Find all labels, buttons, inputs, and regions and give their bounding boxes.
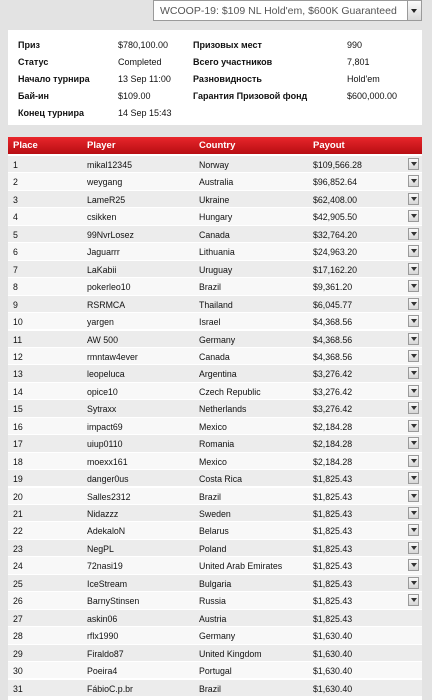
tournament-select[interactable] <box>153 0 422 21</box>
cell-player: impact69 <box>87 421 123 432</box>
info-value-game: Hold'em <box>347 74 380 84</box>
cell-payout: $62,408.00 <box>313 194 358 205</box>
cell-player: pokerleo10 <box>87 282 131 293</box>
cell-country: Brazil <box>199 683 221 694</box>
table-row[interactable] <box>8 331 422 348</box>
cell-player: FábioC.p.br <box>87 683 133 694</box>
info-value-guarantee: $600,000.00 <box>347 91 398 101</box>
info-value-end: 14 Sep 15:43 <box>118 108 172 118</box>
cell-player: NegPL <box>87 543 114 554</box>
table-row[interactable] <box>8 680 422 697</box>
table-row[interactable] <box>8 470 422 487</box>
cell-country: Uruguay <box>199 264 233 275</box>
cell-place: 14 <box>13 386 23 397</box>
cell-payout: $3,276.42 <box>313 369 353 380</box>
cell-country: Austria <box>199 613 227 624</box>
info-value-buyin: $109.00 <box>118 91 151 101</box>
row-dropdown-icon[interactable] <box>408 385 419 397</box>
cell-payout: $1,630.40 <box>313 631 353 642</box>
cell-country: Bulgaria <box>199 578 232 589</box>
cell-player: askin06 <box>87 613 118 624</box>
payout-table <box>8 137 422 700</box>
row-dropdown-icon[interactable] <box>408 158 419 170</box>
cell-place: 21 <box>13 509 23 519</box>
column-header-place[interactable]: Place <box>13 140 38 151</box>
cell-payout: $109,566.28 <box>313 160 362 170</box>
cell-country: United Kingdom <box>199 648 262 659</box>
cell-place: 23 <box>13 543 23 554</box>
table-row[interactable] <box>8 627 422 644</box>
cell-payout: $1,825.43 <box>313 474 353 485</box>
cell-country: Brazil <box>199 491 221 502</box>
table-row[interactable] <box>8 435 422 452</box>
cell-player: Firaldo87 <box>87 648 124 659</box>
cell-place: 11 <box>13 334 23 345</box>
table-header <box>8 137 422 154</box>
table-row[interactable] <box>8 453 422 470</box>
table-row[interactable] <box>8 557 422 574</box>
cell-player: Poeira4 <box>87 666 118 677</box>
cell-country: Costa Rica <box>199 474 243 485</box>
cell-player: Sytraxx <box>87 404 117 415</box>
table-row[interactable] <box>8 575 422 592</box>
cell-place: 2 <box>13 177 18 188</box>
cell-country: Romania <box>199 439 235 450</box>
table-row[interactable] <box>8 296 422 313</box>
cell-payout: $1,825.43 <box>313 509 353 519</box>
table-row[interactable] <box>8 243 422 260</box>
cell-country: Argentina <box>199 369 237 380</box>
cell-player: LameR25 <box>87 194 126 205</box>
info-value-prize: $780,100.00 <box>118 40 169 50</box>
cell-payout: $1,825.43 <box>313 491 353 502</box>
info-label-buyin: Бай-ин <box>18 91 49 101</box>
table-row[interactable] <box>8 208 422 225</box>
cell-country: Brazil <box>199 282 221 293</box>
cell-payout: $42,905.50 <box>313 212 358 223</box>
cell-payout: $1,630.40 <box>313 683 353 694</box>
cell-place: 24 <box>13 561 23 572</box>
cell-payout: $4,368.56 <box>313 334 353 345</box>
cell-country: Canada <box>199 229 230 240</box>
cell-payout: $1,630.40 <box>313 666 353 677</box>
row-dropdown-icon[interactable] <box>408 298 419 310</box>
cell-place: 17 <box>13 439 23 450</box>
cell-player: opice10 <box>87 386 118 397</box>
cell-place: 29 <box>13 648 23 659</box>
cell-country: Portugal <box>199 666 232 677</box>
table-row[interactable] <box>8 383 422 400</box>
table-row[interactable] <box>8 173 422 190</box>
row-dropdown-icon[interactable] <box>408 490 419 502</box>
table-row[interactable] <box>8 522 422 539</box>
cell-player: leopeluca <box>87 369 125 380</box>
row-dropdown-icon[interactable] <box>408 420 419 432</box>
cell-country: Germany <box>199 334 236 345</box>
row-dropdown-icon[interactable] <box>408 228 419 240</box>
info-label-status: Статус <box>18 57 49 67</box>
cell-country: Australia <box>199 177 234 188</box>
tournament-select-value: WCOOP-19: $109 NL Hold'em, $600K Guaranteed <box>160 5 397 17</box>
cell-payout: $1,825.43 <box>313 526 353 537</box>
row-dropdown-icon[interactable] <box>408 542 419 554</box>
table-row[interactable] <box>8 313 422 330</box>
cell-place: 20 <box>13 491 23 502</box>
row-dropdown-icon[interactable] <box>408 559 419 571</box>
column-header-country[interactable]: Country <box>199 140 236 151</box>
cell-player: uiup0110 <box>87 439 123 450</box>
row-dropdown-icon[interactable] <box>408 437 419 449</box>
cell-country: Sweden <box>199 509 231 519</box>
info-value-paid-places: 990 <box>347 40 363 50</box>
table-row[interactable] <box>8 418 422 435</box>
cell-country: Ukraine <box>199 194 230 205</box>
cell-place: 13 <box>13 369 23 380</box>
cell-player: IceStream <box>87 578 128 589</box>
cell-place: 28 <box>13 631 23 642</box>
row-dropdown-icon[interactable] <box>408 193 419 205</box>
cell-payout: $2,184.28 <box>313 456 353 467</box>
cell-player: 99NvrLosez <box>87 229 134 240</box>
cell-payout: $3,276.42 <box>313 386 353 397</box>
info-label-game: Разновидность <box>193 74 262 84</box>
cell-country: Israel <box>199 317 221 328</box>
row-dropdown-icon[interactable] <box>408 175 419 187</box>
row-dropdown-icon[interactable] <box>408 577 419 589</box>
cell-place: 30 <box>13 666 23 677</box>
cell-payout: $1,630.40 <box>313 648 353 659</box>
cell-place: 31 <box>13 683 23 694</box>
row-dropdown-icon[interactable] <box>408 280 419 292</box>
row-dropdown-icon[interactable] <box>408 402 419 414</box>
cell-place: 1 <box>13 160 18 170</box>
row-dropdown-icon[interactable] <box>408 507 419 519</box>
table-row[interactable] <box>8 488 422 505</box>
cell-country: Mexico <box>199 456 227 467</box>
cell-payout: $1,825.43 <box>313 613 353 624</box>
cell-country: Germany <box>199 631 236 642</box>
cell-country: Mexico <box>199 421 227 432</box>
cell-place: 16 <box>13 421 23 432</box>
cell-payout: $4,368.56 <box>313 317 353 328</box>
cell-place: 4 <box>13 212 18 223</box>
cell-player: weygang <box>87 177 123 188</box>
cell-payout: $1,825.43 <box>313 561 353 572</box>
cell-payout: $17,162.20 <box>313 264 358 275</box>
table-row[interactable] <box>8 348 422 365</box>
cell-player: rflx1990 <box>87 631 119 642</box>
info-value-start: 13 Sep 11:00 <box>118 74 171 84</box>
cell-place: 9 <box>13 299 18 310</box>
cell-payout: $1,825.43 <box>313 543 353 554</box>
cell-player: LaKabii <box>87 264 117 275</box>
cell-country: Czech Republic <box>199 386 261 397</box>
info-label-paid-places: Призовых мест <box>193 40 262 50</box>
cell-country: Canada <box>199 351 230 362</box>
row-dropdown-icon[interactable] <box>408 524 419 536</box>
cell-country: Belarus <box>199 526 229 537</box>
cell-place: 6 <box>13 247 18 258</box>
info-label-end: Конец турнира <box>18 108 84 118</box>
table-row[interactable] <box>8 645 422 662</box>
cell-player: BarnyStinsen <box>87 596 140 607</box>
cell-payout: $9,361.20 <box>313 282 353 293</box>
row-dropdown-icon[interactable] <box>408 367 419 379</box>
table-row[interactable] <box>8 191 422 208</box>
cell-place: 19 <box>13 474 23 485</box>
cell-player: Nidazzz <box>87 509 119 519</box>
row-dropdown-icon[interactable] <box>408 315 419 327</box>
cell-place: 8 <box>13 282 18 293</box>
cell-player: yargen <box>87 317 114 328</box>
cell-place: 5 <box>13 229 18 240</box>
row-dropdown-icon[interactable] <box>408 594 419 606</box>
table-row[interactable] <box>8 662 422 679</box>
info-label-guarantee: Гарантия Призовой фонд <box>193 91 308 101</box>
table-row[interactable] <box>8 610 422 627</box>
info-value-status: Completed <box>118 57 162 67</box>
column-header-player[interactable]: Player <box>87 140 116 151</box>
row-dropdown-icon[interactable] <box>408 472 419 484</box>
cell-place: 25 <box>13 578 23 589</box>
row-dropdown-icon[interactable] <box>408 333 419 345</box>
cell-payout: $96,852.64 <box>313 177 358 188</box>
cell-country: Norway <box>199 160 229 170</box>
table-row[interactable] <box>8 540 422 557</box>
info-label-prize: Приз <box>18 40 40 50</box>
info-label-entrants: Всего участников <box>193 57 273 67</box>
cell-payout: $32,764.20 <box>313 229 358 240</box>
row-dropdown-icon[interactable] <box>408 263 419 275</box>
row-dropdown-icon[interactable] <box>408 350 419 362</box>
column-header-payout[interactable]: Payout <box>313 140 345 151</box>
cell-payout: $2,184.28 <box>313 439 353 450</box>
cell-place: 18 <box>13 456 23 467</box>
table-row[interactable] <box>8 278 422 295</box>
tournament-info-panel <box>8 30 422 125</box>
row-dropdown-icon[interactable] <box>408 210 419 222</box>
cell-place: 7 <box>13 264 18 275</box>
cell-payout: $1,825.43 <box>313 596 353 607</box>
cell-country: Hungary <box>199 212 233 223</box>
cell-payout: $24,963.20 <box>313 247 358 258</box>
cell-player: Salles2312 <box>87 491 131 502</box>
cell-place: 3 <box>13 194 18 205</box>
top-bar <box>0 0 432 24</box>
cell-player: csikken <box>87 212 117 223</box>
cell-country: Russia <box>199 596 226 607</box>
cell-payout: $1,825.43 <box>313 578 353 589</box>
table-row[interactable] <box>8 400 422 417</box>
cell-player: moexx161 <box>87 456 128 467</box>
cell-payout: $6,045.77 <box>313 299 353 310</box>
cell-player: AdekaloN <box>87 526 126 537</box>
cell-place: 15 <box>13 404 23 415</box>
table-row[interactable] <box>8 226 422 243</box>
cell-country: United Arab Emirates <box>199 561 283 572</box>
row-dropdown-icon[interactable] <box>408 455 419 467</box>
cell-payout: $2,184.28 <box>313 421 353 432</box>
info-label-start: Начало турнира <box>18 74 90 84</box>
cell-country: Netherlands <box>199 404 247 415</box>
cell-player: Jaguarrr <box>87 247 120 258</box>
cell-player: mikal12345 <box>87 160 132 170</box>
cell-player: rmntaw4ever <box>87 351 138 362</box>
chevron-down-icon[interactable] <box>407 1 421 20</box>
cell-place: 12 <box>13 351 23 362</box>
table-row[interactable] <box>8 156 422 173</box>
cell-player: RSRMCA <box>87 299 126 310</box>
cell-payout: $3,276.42 <box>313 404 353 415</box>
table-row[interactable] <box>8 592 422 609</box>
table-row[interactable] <box>8 505 422 522</box>
cell-place: 26 <box>13 596 23 607</box>
cell-place: 10 <box>13 317 23 328</box>
row-dropdown-icon[interactable] <box>408 245 419 257</box>
cell-place: 22 <box>13 526 23 537</box>
cell-player: AW 500 <box>87 334 118 345</box>
cell-player: 72nasi19 <box>87 561 123 572</box>
cell-player: danger0us <box>87 474 129 485</box>
cell-payout: $4,368.56 <box>313 351 353 362</box>
table-row[interactable] <box>8 365 422 382</box>
cell-country: Thailand <box>199 299 233 310</box>
cell-place: 27 <box>13 613 23 624</box>
cell-country: Poland <box>199 543 227 554</box>
info-value-entrants: 7,801 <box>347 57 370 67</box>
cell-country: Lithuania <box>199 247 235 258</box>
table-row[interactable] <box>8 261 422 278</box>
